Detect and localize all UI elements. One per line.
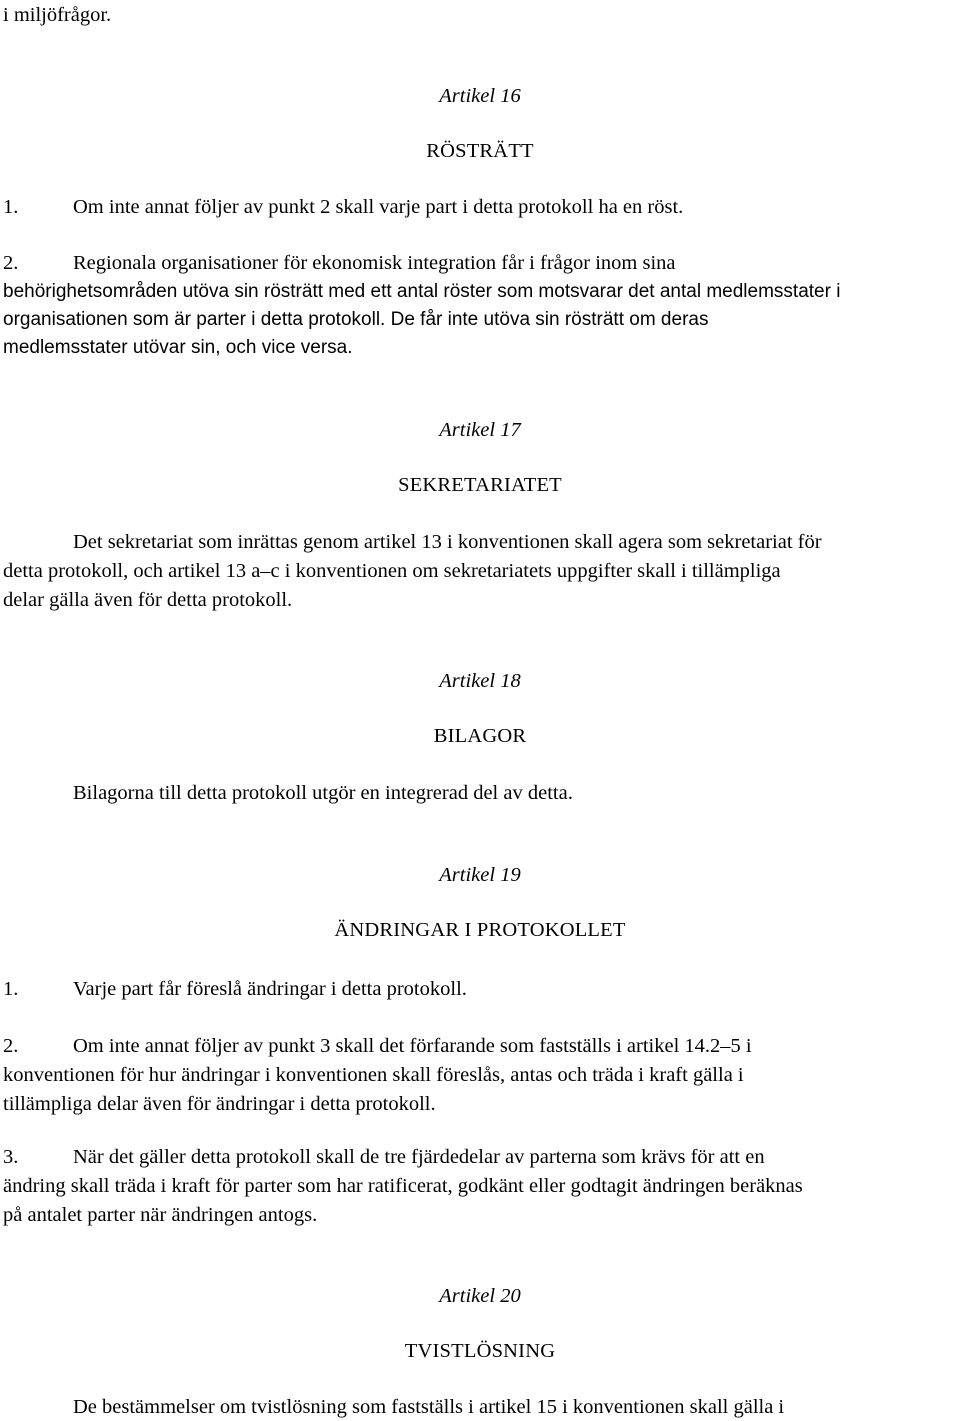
paragraph-number: 2.	[3, 1035, 19, 1057]
article-20-number: Artikel 20	[439, 1285, 521, 1307]
article-19-number: Artikel 19	[439, 864, 521, 886]
paragraph-text: Om inte annat följer av punkt 3 skall det förfarande som fastställs i artikel 14.2–5 i	[73, 1035, 752, 1057]
paragraph-number: 1.	[3, 978, 19, 1000]
article-17-title: SEKRETARIATET	[398, 474, 562, 496]
article-20-title: TVISTLÖSNING	[404, 1340, 556, 1362]
paragraph-text: Regionala organisationer för ekonomisk integration får i frågor inom sina	[73, 252, 676, 274]
article-18-paragraph-line-1: Bilagorna till detta protokoll utgör en integrerad del av detta.	[73, 782, 573, 804]
article-16-paragraph-2-line-4: medlemsstater utövar sin, och vice versa.	[3, 337, 353, 358]
article-16-paragraph-2-line-3: organisationen som är parter i detta protokoll. De får inte utöva sin rösträtt om deras	[3, 309, 709, 330]
article-18-number: Artikel 18	[439, 670, 521, 692]
article-17-paragraph-line-2: detta protokoll, och artikel 13 a–c i konventionen om sekretariatets uppgifter skall i tillämpliga	[3, 560, 781, 582]
article-19-title: ÄNDRINGAR I PROTOKOLLET	[334, 919, 626, 941]
article-17-paragraph-line-3: delar gälla även för detta protokoll.	[3, 589, 293, 611]
article-16-title: RÖSTRÄTT	[426, 140, 534, 162]
paragraph-text: Om inte annat följer av punkt 2 skall varje part i detta protokoll ha en röst.	[73, 196, 684, 218]
paragraph-number: 2.	[3, 252, 19, 274]
paragraph-number: 1.	[3, 196, 19, 218]
article-16-paragraph-1	[3, 193, 960, 221]
article-20-paragraph-line-1: De bestämmelser om tvistlösning som fastställs i artikel 15 i konventionen skall gälla i	[73, 1396, 785, 1418]
article-19-paragraph-3-line-3: på antalet parter när ändringen antogs.	[3, 1204, 318, 1226]
article-19-paragraph-1	[3, 975, 960, 1003]
article-19-paragraph-3-line-2: ändring skall träda i kraft för parter som har ratificerat, godkänt eller godtagit ändringen beräknas	[3, 1175, 803, 1197]
article-17-paragraph-line-1: Det sekretariat som inrättas genom artikel 13 i konventionen skall agera som sekretariat för	[73, 531, 822, 553]
paragraph-text: När det gäller detta protokoll skall de tre fjärdedelar av parterna som krävs för att en	[73, 1146, 765, 1168]
article-18-title: BILAGOR	[433, 725, 527, 747]
article-19-paragraph-2-line-3: tillämpliga delar även för ändringar i detta protokoll.	[3, 1093, 436, 1115]
article-19-paragraph-2-line-1	[3, 1032, 960, 1060]
article-16-paragraph-2-line-1	[3, 249, 960, 277]
article-16-number: Artikel 16	[439, 85, 521, 107]
paragraph-text: Varje part får föreslå ändringar i detta protokoll.	[73, 978, 467, 1000]
article-16-paragraph-2-line-2: behörighetsområden utöva sin rösträtt med ett antal röster som motsvarar det antal medlemsstater i	[3, 281, 841, 302]
paragraph-number: 3.	[3, 1146, 19, 1168]
article-19-paragraph-2-line-2: konventionen för hur ändringar i konventionen skall föreslås, antas och träda i kraft gälla i	[3, 1064, 744, 1086]
article-17-number: Artikel 17	[439, 419, 521, 441]
article-19-paragraph-3-line-1	[3, 1143, 960, 1171]
continued-text-fragment: i miljöfrågor.	[3, 4, 112, 26]
